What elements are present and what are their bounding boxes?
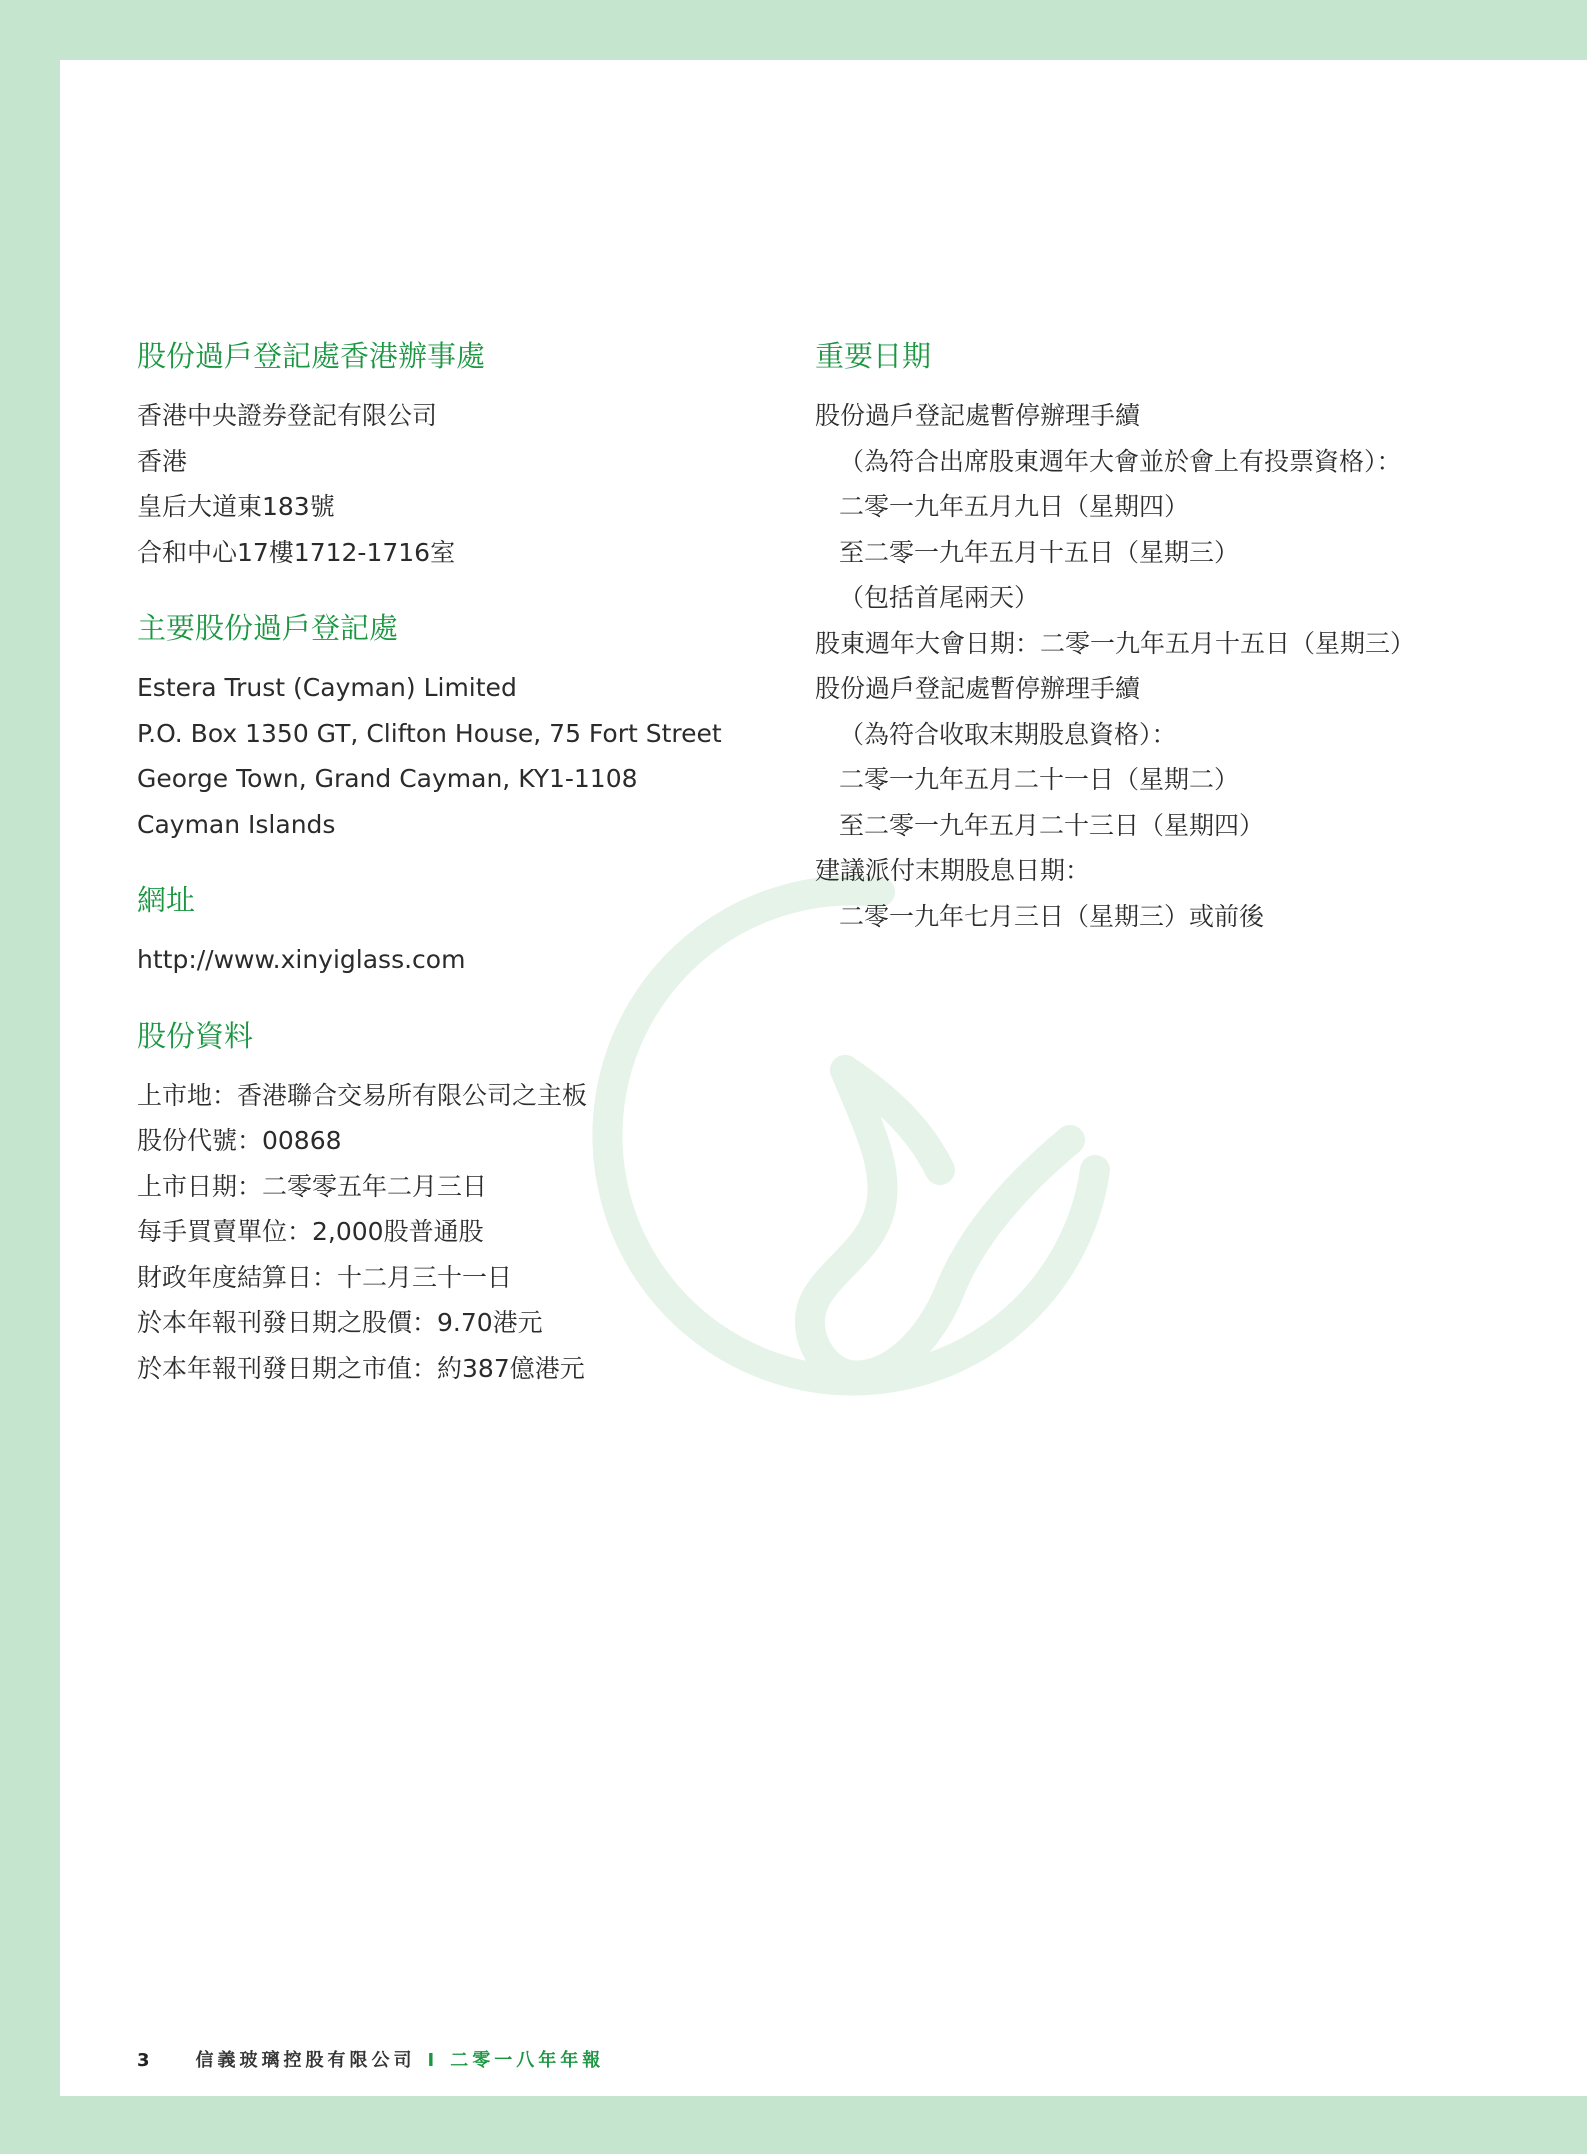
important-dates-section: [815, 333, 1475, 939]
text-line: 上市日期：二零零五年二月三日: [137, 1171, 488, 1201]
section-heading: 股份資料: [137, 1018, 254, 1053]
page-number: 3: [137, 2050, 150, 2071]
date-line: （包括首尾兩天）: [839, 583, 1040, 612]
date-line: 股份過戶登記處暫停辦理手續: [815, 401, 1141, 430]
date-line: 股東週年大會日期：二零一九年五月十五日（星期三）: [815, 628, 1416, 658]
website-link[interactable]: http://www.xinyiglass.com: [137, 945, 466, 974]
text-line: Estera Trust (Cayman) Limited: [137, 673, 517, 702]
text-line: George Town, Grand Cayman, KY1-1108: [137, 764, 638, 793]
footer-company-name: 信義玻璃控股有限公司: [195, 2050, 416, 2071]
date-line: （為符合收取末期股息資格）：: [839, 719, 1177, 749]
date-line: 二零一九年五月二十一日（星期二）: [839, 765, 1240, 794]
text-line: 香港中央證券登記有限公司: [137, 401, 438, 430]
text-line: 上市地：香港聯合交易所有限公司之主板: [137, 1080, 588, 1110]
text-line: 合和中心17樓1712-1716室: [137, 537, 456, 567]
footer-separator: I: [427, 2050, 439, 2071]
date-line: 至二零一九年五月十五日（星期三）: [839, 537, 1240, 567]
principal-share-registrar-section: [137, 605, 777, 847]
text-line: 每手買賣單位：2,000股普通股: [137, 1217, 484, 1246]
text-line: 於本年報刊發日期之市值：約387億港元: [137, 1353, 585, 1383]
text-line: P.O. Box 1350 GT, Clifton House, 75 Fort Street: [137, 718, 722, 748]
left-column: [137, 333, 777, 1391]
section-heading: 主要股份過戶登記處: [137, 611, 399, 645]
text-line: 香港: [137, 446, 188, 476]
date-line: 建議派付末期股息日期：: [815, 856, 1091, 885]
text-line: 於本年報刊發日期之股價：9.70港元: [137, 1308, 543, 1337]
footer-report-title: 二零一八年年報: [450, 2050, 605, 2071]
share-information-section: [137, 1013, 777, 1392]
section-heading: 重要日期: [815, 339, 932, 373]
text-line: 財政年度結算日：十二月三十一日: [137, 1262, 513, 1292]
text-line: Cayman Islands: [137, 809, 336, 839]
website-section: [137, 877, 777, 983]
text-line: 皇后大道東183號: [137, 492, 335, 521]
page-footer: [137, 2046, 604, 2072]
date-line: 至二零一九年五月二十三日（星期四）: [839, 810, 1265, 840]
section-heading: 網址: [137, 883, 196, 917]
important-dates-list: [815, 393, 1475, 939]
section-heading: 股份過戶登記處香港辦事處: [137, 339, 486, 373]
right-column: [815, 333, 1475, 939]
date-line: 二零一九年七月三日（星期三）或前後: [839, 901, 1265, 931]
date-line: （為符合出席股東週年大會並於會上有投票資格）：: [839, 446, 1402, 476]
date-line: 股份過戶登記處暫停辦理手續: [815, 674, 1141, 703]
date-line: 二零一九年五月九日（星期四）: [839, 492, 1190, 521]
text-line: 股份代號：00868: [137, 1126, 342, 1155]
share-registrar-hk-section: [137, 333, 777, 575]
